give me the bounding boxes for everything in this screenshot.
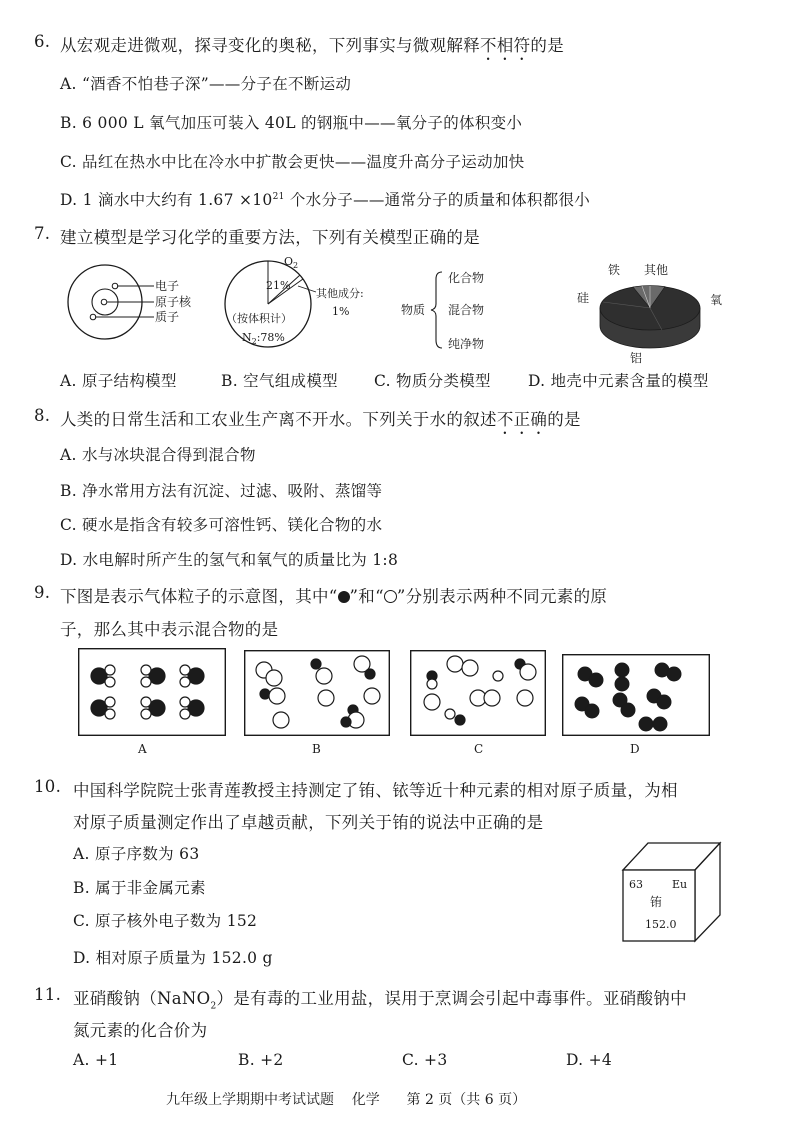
classify-branch-mixture: 混合物 — [448, 303, 485, 317]
q9-number: 9. — [34, 583, 51, 602]
q11-option-a[interactable]: A. +1 — [73, 1051, 119, 1069]
q10-option-c[interactable]: C. 原子核外电子数为 152 — [73, 912, 258, 930]
q6-option-c[interactable]: C. 品红在热水中比在冷水中扩散会更快——温度升高分子运动加快 — [60, 153, 525, 171]
q7-number: 7. — [34, 224, 51, 243]
element-card-europium — [620, 840, 724, 944]
q11-stem-subscript: 2 — [210, 1001, 217, 1012]
substance-classification-model — [400, 266, 510, 356]
q6-option-d-exponent: 21 — [272, 191, 285, 202]
electron-dot — [112, 283, 118, 289]
q7-option-d[interactable]: D. 地壳中元素含量的模型 — [528, 372, 709, 390]
atom-label-electron: 电子 — [155, 279, 180, 293]
proton-dot — [90, 314, 96, 320]
element-atomic-mass: 152.0 — [645, 918, 677, 931]
q10-option-a[interactable]: A. 原子序数为 63 — [73, 845, 200, 863]
air-n2-label: $N_2:78\%$ — [242, 331, 285, 346]
crust-label-oxygen: 氧 — [710, 293, 723, 307]
q8-number: 8. — [34, 406, 51, 425]
air-o2-label: $O_2$ — [284, 255, 299, 270]
q7-option-a[interactable]: A. 原子结构模型 — [60, 372, 177, 390]
q11-option-b[interactable]: B. +2 — [238, 1051, 284, 1069]
q9-stem-part-a: 下图是表示气体粒子的示意图，其中“ — [60, 587, 338, 606]
q6-stem-part-b: 的是 — [530, 36, 565, 55]
box-label-c: C — [474, 742, 484, 756]
q10-option-b[interactable]: B. 属于非金属元素 — [73, 879, 206, 897]
q11-stem-part-b: ）是有毒的工业用盐，误用于烹调会引起中毒事件。亚硝酸钠中 — [216, 989, 687, 1008]
atom-label-nucleus: 原子核 — [155, 295, 192, 309]
hollow-atom-icon — [384, 590, 397, 603]
box-label-b: B — [312, 742, 321, 756]
crust-label-iron: 铁 — [608, 263, 621, 277]
q11-stem-line1 — [73, 985, 687, 1011]
page-footer: 九年级上学期期中考试试题 化学 第 2 页（共 6 页） — [166, 1092, 527, 1108]
nucleus-dot — [101, 299, 107, 305]
air-other-percent: 1% — [332, 305, 350, 318]
q8-option-c[interactable]: C. 硬水是指含有较多可溶性钙、镁化合物的水 — [60, 516, 383, 534]
q9-stem-part-c: ”分别表示两种不同元素的原 — [396, 587, 608, 606]
q8-stem-part-b: 的是 — [547, 410, 581, 429]
q6-option-b[interactable]: B. 6 000 L 氧气加压可装入 40L 的钢瓶中——氧分子的体积变小 — [60, 114, 523, 132]
classify-branch-pure: 纯净物 — [448, 337, 485, 351]
q6-option-d[interactable] — [60, 188, 590, 210]
box-label-d: D — [630, 742, 640, 756]
filled-atom-icon — [338, 591, 350, 603]
q11-stem-line2: 氮元素的化合价为 — [73, 1021, 208, 1040]
q9-stem-line2: 子，那么其中表示混合物的是 — [60, 620, 279, 639]
element-name: 铕 — [650, 895, 663, 909]
box-label-a: A — [138, 742, 147, 756]
element-atomic-number: 63 — [629, 878, 643, 891]
air-by-volume-note: （按体积计） — [226, 312, 292, 325]
q7-stem: 建立模型是学习化学的重要方法，下列有关模型正确的是 — [60, 228, 480, 247]
q8-option-d[interactable]: D. 水电解时所产生的氢气和氧气的质量比为 1:8 — [60, 551, 399, 569]
q10-option-d[interactable]: D. 相对原子质量为 152.0 g — [73, 949, 273, 967]
air-o2-percent: 21% — [266, 279, 291, 292]
q8-option-a[interactable]: A. 水与冰块混合得到混合物 — [60, 446, 256, 464]
classify-brace — [431, 272, 442, 348]
atom-structure-model — [60, 262, 200, 342]
q8-stem-emphasis: 不正确 — [496, 410, 548, 429]
particle-box-b[interactable] — [244, 650, 390, 736]
air-other-label: 其他成分: — [316, 287, 364, 300]
particle-box-a[interactable] — [78, 648, 226, 736]
q10-stem-line2: 对原子质量测定作出了卓越贡献，下列关于铕的说法中正确的是 — [73, 813, 544, 832]
q8-stem — [60, 406, 581, 438]
q6-number: 6. — [34, 32, 51, 51]
element-symbol: Eu — [672, 878, 688, 891]
classify-root-label: 物质 — [401, 303, 426, 317]
q10-stem-line1: 中国科学院院士张青莲教授主持测定了铕、铱等近十种元素的相对原子质量，为相 — [73, 781, 678, 800]
q11-option-d[interactable]: D. +4 — [566, 1051, 613, 1069]
crust-label-aluminum: 铝 — [630, 351, 643, 365]
q6-stem-part-a: 从宏观走进微观，探寻变化的奥秘，下列事实与微观解释 — [60, 36, 480, 55]
q6-stem — [60, 32, 564, 64]
q10-number: 10. — [34, 777, 62, 796]
crust-label-other: 其他 — [644, 263, 669, 277]
particle-box-c[interactable] — [410, 650, 546, 736]
crust-label-silicon: 硅 — [577, 291, 590, 305]
crust-element-model — [570, 258, 730, 368]
particle-box-d[interactable] — [562, 654, 710, 736]
air-composition-model — [220, 252, 390, 352]
classify-branch-compound: 化合物 — [448, 271, 485, 285]
q9-stem-part-b: ”和“ — [349, 587, 384, 606]
q9-stem — [60, 583, 607, 607]
q11-stem-part-a: 亚硝酸钠（NaNO — [73, 989, 211, 1008]
q6-option-d-part-a: D. 1 滴水中大约有 1.67 ×10 — [60, 191, 273, 209]
q6-stem-emphasis: 不相符 — [480, 36, 531, 55]
q8-stem-part-a: 人类的日常生活和工农业生产离不开水。下列关于水的叙述 — [60, 410, 497, 429]
q6-option-d-part-b: 个水分子——通常分子的质量和体积都很小 — [284, 191, 591, 209]
atom-label-proton: 质子 — [155, 310, 180, 324]
q8-option-b[interactable]: B. 净水常用方法有沉淀、过滤、吸附、蒸馏等 — [60, 482, 383, 500]
q11-option-c[interactable]: C. +3 — [402, 1051, 448, 1069]
q6-option-a[interactable]: A. “酒香不怕巷子深”——分子在不断运动 — [60, 75, 352, 93]
q7-option-c[interactable]: C. 物质分类模型 — [374, 372, 491, 390]
q11-number: 11. — [34, 985, 62, 1004]
q7-option-b[interactable]: B. 空气组成模型 — [221, 372, 338, 390]
